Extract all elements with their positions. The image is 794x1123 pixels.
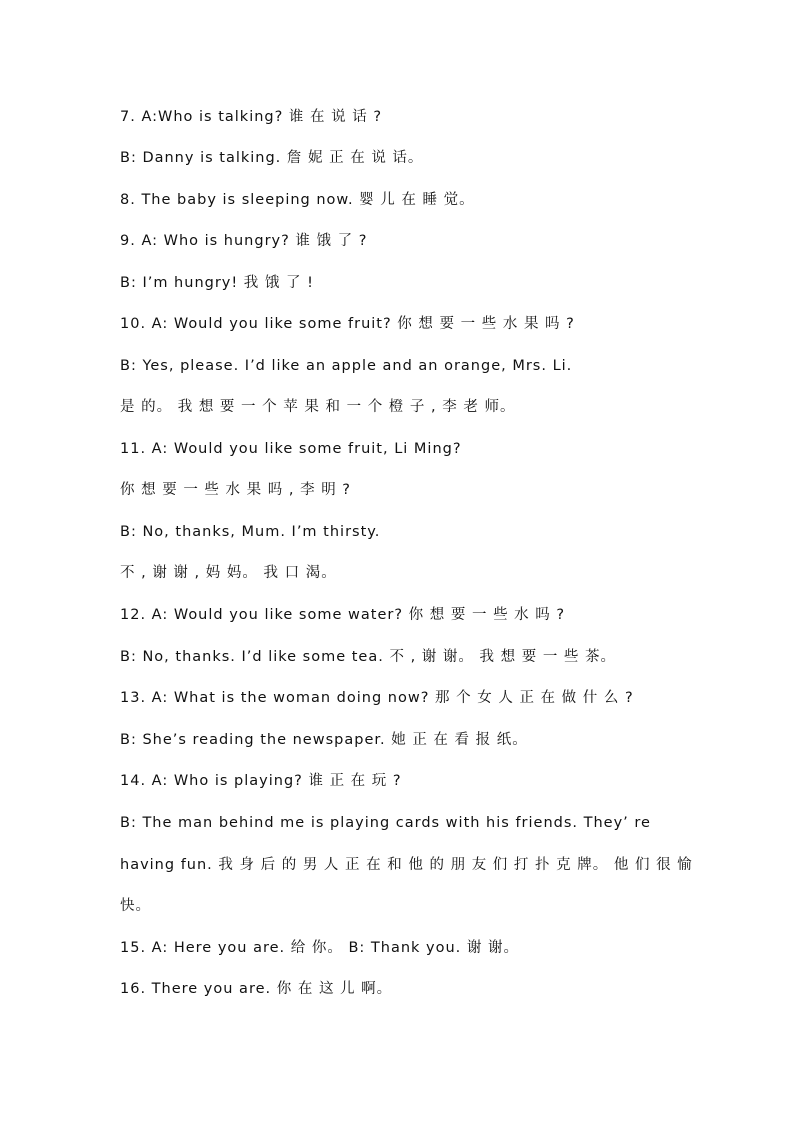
text-line: 15. A: Here you are. 给 你。 B: Thank you. 谢 谢。: [120, 940, 520, 956]
text-line: 12. A: Would you like some water? 你 想 要 一 些 水 吗 ?: [120, 607, 566, 623]
text-line: 你 想 要 一 些 水 果 吗 , 李 明 ?: [120, 482, 352, 498]
text-line: 不 , 谢 谢 , 妈 妈。 我 口 渴。: [120, 565, 337, 581]
text-line: 14. A: Who is playing? 谁 正 在 玩 ?: [120, 773, 402, 789]
text-line: 11. A: Would you like some fruit, Li Ming?: [120, 441, 462, 457]
text-line: B: I’m hungry! 我 饿 了 !: [120, 275, 314, 291]
text-line: 是 的。 我 想 要 一 个 苹 果 和 一 个 橙 子 , 李 老 师。: [120, 399, 516, 415]
text-line: 8. The baby is sleeping now. 婴 儿 在 睡 觉。: [120, 192, 475, 208]
text-line: B: No, thanks, Mum. I’m thirsty.: [120, 524, 381, 540]
text-line: B: She’s reading the newspaper. 她 正 在 看 报 纸。: [120, 732, 528, 748]
text-line: 13. A: What is the woman doing now? 那 个 女 人 正 在 做 什 么 ?: [120, 690, 634, 706]
text-line: 16. There you are. 你 在 这 儿 啊。: [120, 981, 393, 997]
text-line: 快。: [120, 898, 151, 914]
text-line: having fun. 我 身 后 的 男 人 正 在 和 他 的 朋 友 们 打 扑 克 牌。 他 们 很 愉: [120, 857, 693, 873]
text-line: B: No, thanks. I’d like some tea. 不 , 谢 谢。 我 想 要 一 些 茶。: [120, 649, 617, 665]
text-line: 10. A: Would you like some fruit? 你 想 要 一 些 水 果 吗 ?: [120, 316, 575, 332]
text-line: B: Danny is talking. 詹 妮 正 在 说 话。: [120, 150, 424, 166]
text-line: 9. A: Who is hungry? 谁 饿 了 ?: [120, 233, 368, 249]
text-line: B: The man behind me is playing cards with his friends. They’ re: [120, 815, 651, 831]
text-line: B: Yes, please. I’d like an apple and an orange, Mrs. Li.: [120, 358, 573, 374]
text-line: 7. A:Who is talking? 谁 在 说 话 ?: [120, 109, 383, 125]
